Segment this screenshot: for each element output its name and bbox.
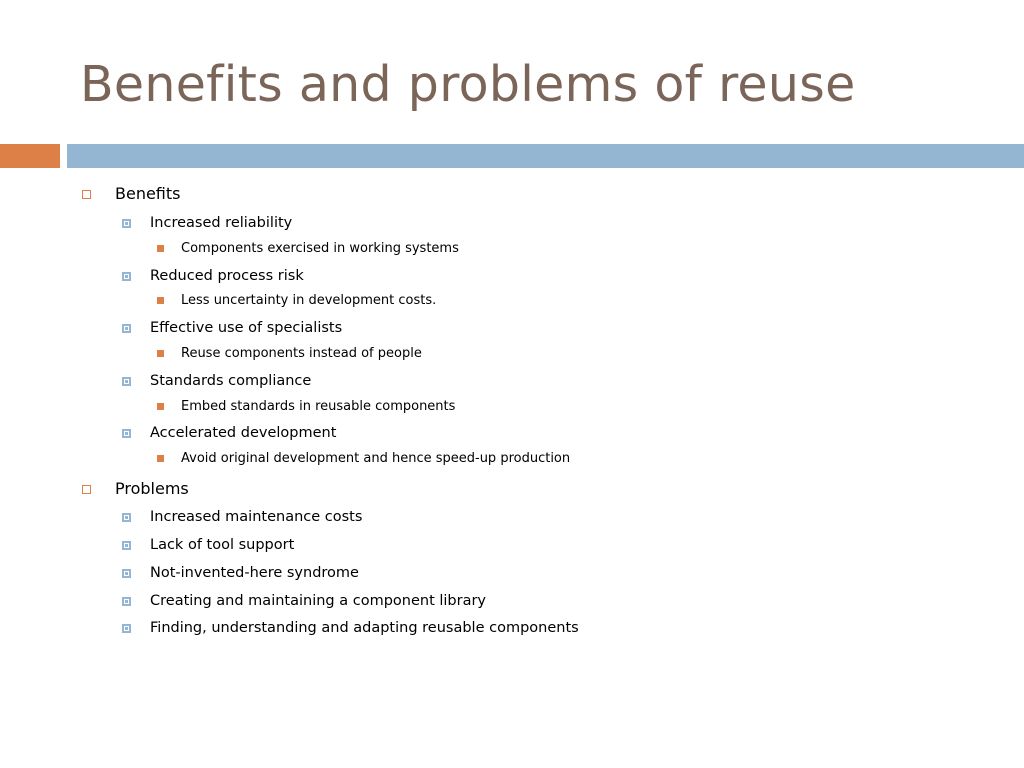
slide-title: Benefits and problems of reuse xyxy=(80,56,856,113)
problem-label: Not-invented-here syndrome xyxy=(150,565,359,581)
framed-square-icon xyxy=(122,324,131,333)
benefit-detail: Reuse components instead of people xyxy=(181,346,422,361)
framed-square-icon xyxy=(122,624,131,633)
framed-square-icon xyxy=(122,513,131,522)
benefit-label: Reduced process risk xyxy=(150,268,304,284)
framed-square-icon xyxy=(122,541,131,550)
benefit-detail: Less uncertainty in development costs. xyxy=(181,293,437,308)
problem-label: Creating and maintaining a component library xyxy=(150,593,487,609)
filled-square-icon xyxy=(157,455,164,462)
benefit-detail: Components exercised in working systems xyxy=(181,241,459,256)
benefits-heading: Benefits xyxy=(115,184,181,203)
benefit-detail: Embed standards in reusable components xyxy=(181,399,456,414)
benefit-label: Increased reliability xyxy=(150,215,293,231)
benefit-label: Effective use of specialists xyxy=(150,320,343,336)
framed-square-icon xyxy=(122,272,131,281)
benefit-detail: Avoid original development and hence speed-up production xyxy=(181,451,571,466)
framed-square-icon xyxy=(122,429,131,438)
problem-label: Lack of tool support xyxy=(150,537,295,553)
problem-label: Increased maintenance costs xyxy=(150,509,363,525)
framed-square-icon xyxy=(122,219,131,228)
problems-heading: Problems xyxy=(115,479,189,498)
benefit-label: Standards compliance xyxy=(150,373,312,389)
filled-square-icon xyxy=(157,245,164,252)
framed-square-icon xyxy=(122,377,131,386)
benefit-label: Accelerated development xyxy=(150,425,337,441)
framed-square-icon xyxy=(122,597,131,606)
hollow-square-icon xyxy=(82,190,91,199)
framed-square-icon xyxy=(122,569,131,578)
problem-label: Finding, understanding and adapting reusable components xyxy=(150,620,579,636)
hollow-square-icon xyxy=(82,485,91,494)
filled-square-icon xyxy=(157,350,164,357)
filled-square-icon xyxy=(157,403,164,410)
filled-square-icon xyxy=(157,297,164,304)
